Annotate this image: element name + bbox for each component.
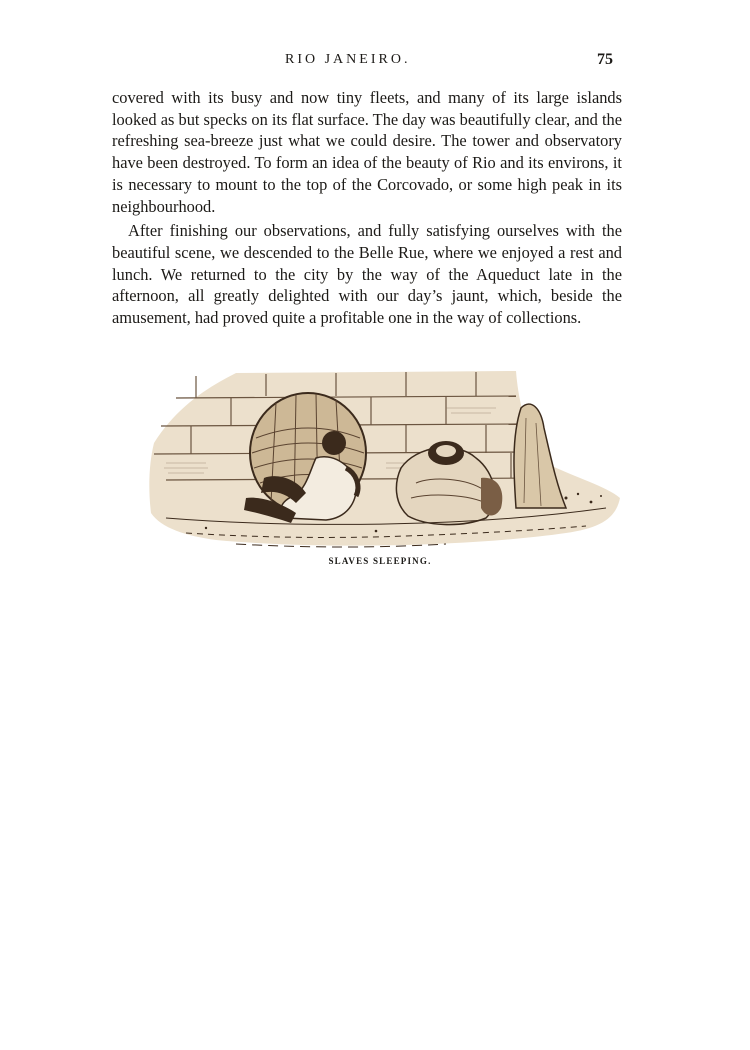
body-text [112,87,622,329]
running-title: RIO JANEIRO. [285,52,411,67]
engraving-illustration [146,368,620,558]
paragraph-2: After finishing our observations, and fully satisfying ourselves with the beautiful scene, we descended to the Belle Rue, where we enjoyed a rest and lunch. We returned to the city by the way of the Aqueduct late in the afternoon, all greatly delighted with our day’s jaunt, which, beside the amusement, had proved quite a profitable one in the way of collections. [112,221,622,328]
draped-figure [514,404,566,508]
paragraph-1: covered with its busy and now tiny fleets, and many of its large islands looked as but specks on its flat surface. The day was beautifully clear, and the refreshing sea-breeze just what we could desire. The tower and observatory have been destroyed. To form an idea of the beauty of Rio and its environs, it is necessary to mount to the top of the Corcovado, or some high peak in its neighbourhood. [112,88,622,216]
slaves-sleeping-engraving [146,368,620,558]
page-number: 75 [597,51,613,68]
running-header [0,52,750,72]
figure-caption: SLAVES SLEEPING. [328,556,432,566]
